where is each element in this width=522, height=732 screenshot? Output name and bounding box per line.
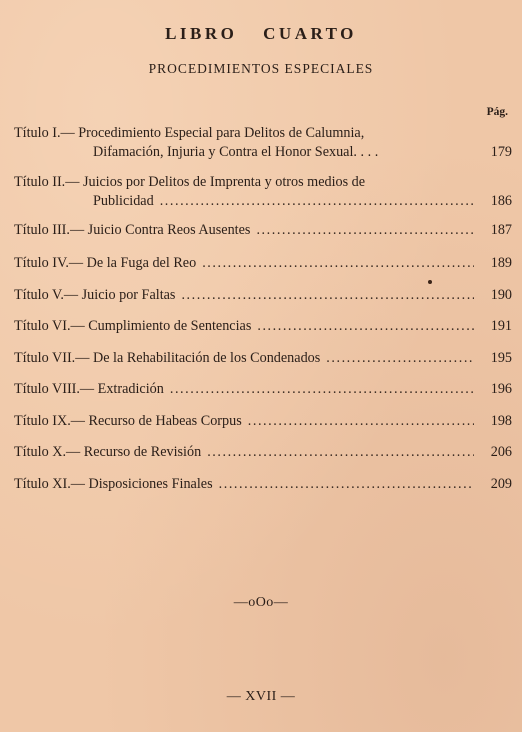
toc-page-number: 195 bbox=[490, 350, 512, 366]
dot-leader bbox=[257, 317, 474, 336]
toc-entry-titulo-v bbox=[14, 286, 512, 305]
toc-entry-title: Título I.— Procedimiento Especial para Delitos de Calumnia, bbox=[14, 125, 365, 141]
dot-leader bbox=[248, 412, 474, 431]
toc-line bbox=[14, 412, 512, 431]
toc-entry-titulo-ix bbox=[14, 412, 512, 431]
toc-line bbox=[14, 173, 512, 192]
dot-leader bbox=[202, 254, 474, 273]
toc-entry-title: Título VII.— De la Rehabilitación de los Condenados bbox=[14, 350, 321, 366]
toc-entry-titulo-vi bbox=[14, 317, 512, 336]
toc-entry-titulo-i bbox=[14, 124, 512, 162]
section-subtitle: PROCEDIMIENTOS ESPECIALES bbox=[148, 61, 374, 76]
toc-entry-title: Título IX.— Recurso de Habeas Corpus bbox=[14, 413, 242, 429]
toc-page-number: 186 bbox=[490, 193, 512, 209]
toc-entry-titulo-iii bbox=[14, 221, 512, 240]
toc-line bbox=[14, 124, 512, 143]
toc-line bbox=[14, 443, 512, 462]
toc-entry-titulo-iv bbox=[14, 254, 512, 273]
toc-entry-title: Título II.— Juicios por Delitos de Imprenta y otros medios de bbox=[14, 174, 366, 190]
toc-page-number: 191 bbox=[490, 318, 512, 334]
toc-line bbox=[14, 143, 512, 162]
toc-entry-titulo-xi bbox=[14, 475, 512, 494]
toc-entry-title-continued: Publicidad bbox=[93, 193, 154, 209]
dot-leader bbox=[170, 380, 474, 399]
toc-page-number: 189 bbox=[490, 255, 512, 271]
ink-speck bbox=[428, 280, 432, 284]
toc-entry-title: Título V.— Juicio por Faltas bbox=[14, 287, 176, 303]
dot-leader bbox=[219, 475, 474, 494]
dot-leader bbox=[326, 349, 474, 368]
toc-page-number: 206 bbox=[490, 444, 512, 460]
toc-entry-titulo-vii bbox=[14, 349, 512, 368]
dot-leader bbox=[160, 192, 474, 211]
toc-page-number: 209 bbox=[490, 476, 512, 492]
toc-entry-title: Título VIII.— Extradición bbox=[14, 381, 164, 397]
toc-entry-title: Título X.— Recurso de Revisión bbox=[14, 444, 202, 460]
toc-entry-titulo-x bbox=[14, 443, 512, 462]
toc-entry-title: Título III.— Juicio Contra Reos Ausentes bbox=[14, 222, 251, 238]
toc-page-number: 196 bbox=[490, 381, 512, 397]
dot-leader bbox=[181, 286, 474, 305]
toc-line bbox=[14, 349, 512, 368]
toc-line bbox=[14, 192, 512, 211]
toc-page-number: 198 bbox=[490, 413, 512, 429]
toc-page-number: 187 bbox=[490, 222, 512, 238]
toc-entry-title: Título VI.— Cumplimiento de Sentencias bbox=[14, 318, 252, 334]
toc-entry-title: Título XI.— Disposiciones Finales bbox=[14, 476, 213, 492]
dot-leader bbox=[207, 443, 474, 462]
dot-leader bbox=[256, 221, 474, 240]
toc-entry-titulo-ii bbox=[14, 173, 512, 211]
toc-line bbox=[14, 286, 512, 305]
toc-line bbox=[14, 475, 512, 494]
toc-line bbox=[14, 221, 512, 240]
toc-entry-title: Título IV.— De la Fuga del Reo bbox=[14, 255, 197, 271]
toc-entry-title-continued: Difamación, Injuria y Contra el Honor Sexual. . . . bbox=[93, 144, 379, 160]
toc-entry-titulo-viii bbox=[14, 380, 512, 399]
toc-page-number: 179 bbox=[490, 144, 512, 160]
section-end-ornament: —oOo— bbox=[233, 595, 289, 610]
toc-line bbox=[14, 254, 512, 273]
page-column-label: Pág. bbox=[486, 106, 508, 118]
toc-line bbox=[14, 380, 512, 399]
book-section-title: LIBRO CUARTO bbox=[165, 24, 357, 43]
page-folio: — XVII — bbox=[226, 689, 296, 704]
toc-page-number: 190 bbox=[490, 287, 512, 303]
toc-line bbox=[14, 317, 512, 336]
